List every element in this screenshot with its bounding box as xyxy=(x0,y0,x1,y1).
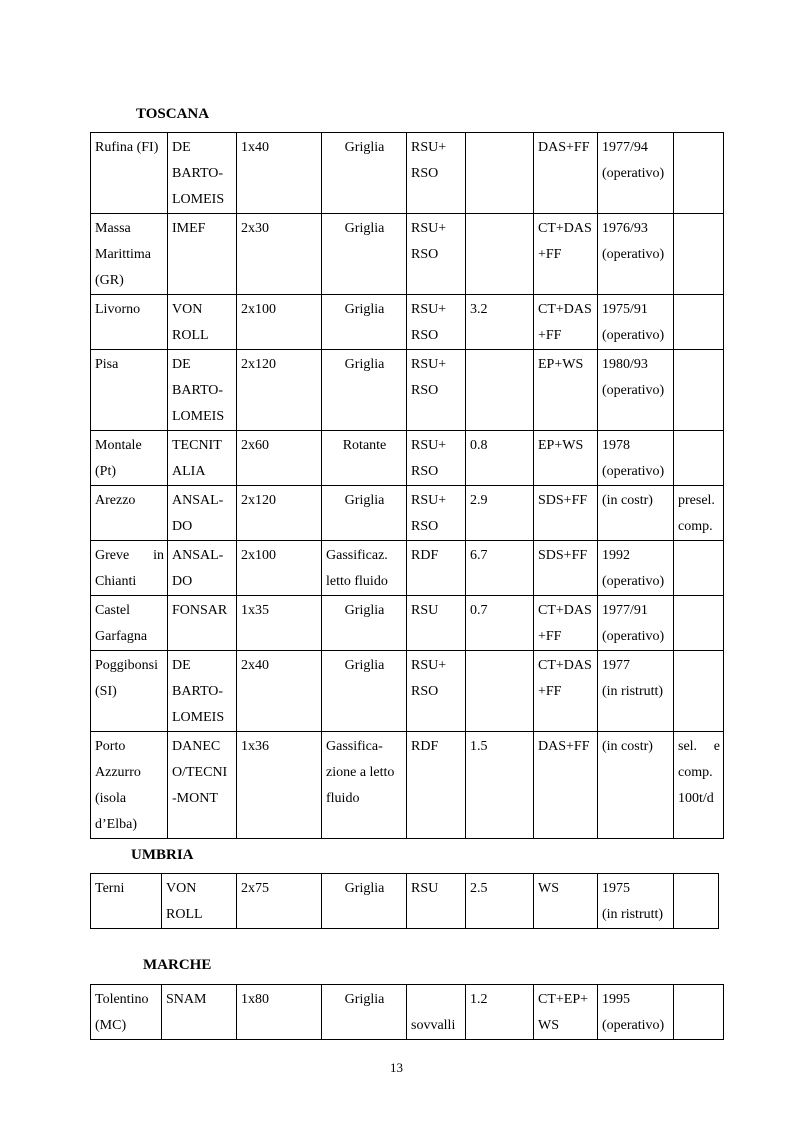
table-cell: EP+WS xyxy=(534,431,598,486)
table-cell: 1x40 xyxy=(237,133,322,214)
table-cell: Arezzo xyxy=(91,486,168,541)
table-cell: Griglia xyxy=(322,985,407,1040)
table-cell: 0.8 xyxy=(466,431,534,486)
table-row xyxy=(91,214,724,295)
table-cell: CT+DAS +FF xyxy=(534,596,598,651)
table-cell: (in costr) xyxy=(598,486,674,541)
table-cell: RSU xyxy=(407,874,466,929)
table-cell: DAS+FF xyxy=(534,133,598,214)
table-cell xyxy=(674,596,724,651)
table-cell xyxy=(674,874,719,929)
table-cell: Griglia xyxy=(322,214,407,295)
table-cell: 6.7 xyxy=(466,541,534,596)
table-row xyxy=(91,133,724,214)
table-cell: 1975 (in ristrutt) xyxy=(598,874,674,929)
section-title-toscana: TOSCANA xyxy=(136,106,210,122)
table-cell: Castel Garfagna xyxy=(91,596,168,651)
table-cell xyxy=(674,295,724,350)
table-cell: 1977/94 (operativo) xyxy=(598,133,674,214)
table-cell: RSU+ RSO xyxy=(407,133,466,214)
table-cell xyxy=(466,214,534,295)
table-row xyxy=(91,985,724,1040)
table-cell: 1978 (operativo) xyxy=(598,431,674,486)
table-cell: 1975/91 (operativo) xyxy=(598,295,674,350)
table-cell: RSU+ RSO xyxy=(407,431,466,486)
table-cell: 2x100 xyxy=(237,295,322,350)
table-cell: 2x120 xyxy=(237,350,322,431)
table-cell: FONSAR xyxy=(168,596,237,651)
table-cell xyxy=(674,133,724,214)
table-cell: 2x40 xyxy=(237,651,322,732)
table-cell: 1977/91 (operativo) xyxy=(598,596,674,651)
table-cell: WS xyxy=(534,874,598,929)
table-cell: DE BARTO- LOMEIS xyxy=(168,350,237,431)
table-cell xyxy=(466,350,534,431)
table-cell: Griglia xyxy=(322,350,407,431)
table-cell: Gassifica- zione a letto fluido xyxy=(322,732,407,839)
table-cell: RSU+ RSO xyxy=(407,486,466,541)
toscana-table xyxy=(90,132,724,839)
table-row xyxy=(91,431,724,486)
table-cell: 1x35 xyxy=(237,596,322,651)
table-cell xyxy=(674,350,724,431)
table-cell: sel. e comp. 100t/d xyxy=(674,732,724,839)
table-cell: SNAM xyxy=(162,985,237,1040)
table-cell: 1976/93 (operativo) xyxy=(598,214,674,295)
table-cell xyxy=(674,214,724,295)
table-cell: 2x60 xyxy=(237,431,322,486)
table-cell: SDS+FF xyxy=(534,486,598,541)
table-cell: RSU+ RSO xyxy=(407,651,466,732)
table-cell: 2.5 xyxy=(466,874,534,929)
table-cell: RSU+ RSO xyxy=(407,350,466,431)
table-cell: RSU xyxy=(407,596,466,651)
table-cell: 2.9 xyxy=(466,486,534,541)
section-title-umbria: UMBRIA xyxy=(131,847,194,863)
table-row xyxy=(91,596,724,651)
table-row xyxy=(91,651,724,732)
table-cell: 2x30 xyxy=(237,214,322,295)
table-row xyxy=(91,541,724,596)
table-cell: 1x80 xyxy=(237,985,322,1040)
table-cell: 0.7 xyxy=(466,596,534,651)
table-cell: 1995 (operativo) xyxy=(598,985,674,1040)
table-cell: SDS+FF xyxy=(534,541,598,596)
table-cell xyxy=(466,133,534,214)
table-cell: 2x120 xyxy=(237,486,322,541)
page-number: 13 xyxy=(390,1060,403,1075)
table-cell: Terni xyxy=(91,874,162,929)
table-cell: Livorno xyxy=(91,295,168,350)
table-cell: 2x100 xyxy=(237,541,322,596)
table-cell: (in costr) xyxy=(598,732,674,839)
table-cell: Montale (Pt) xyxy=(91,431,168,486)
section-title-marche: MARCHE xyxy=(143,957,212,973)
table-cell: Greve in Chianti xyxy=(91,541,168,596)
table-cell: 1980/93 (operativo) xyxy=(598,350,674,431)
table-cell: 3.2 xyxy=(466,295,534,350)
table-cell: sovvalli xyxy=(407,985,466,1040)
table-cell: IMEF xyxy=(168,214,237,295)
table-cell: Griglia xyxy=(322,133,407,214)
table-cell: RSU+ RSO xyxy=(407,214,466,295)
table-cell: 2x75 xyxy=(237,874,322,929)
table-cell: presel. comp. xyxy=(674,486,724,541)
table-cell: VON ROLL xyxy=(168,295,237,350)
table-cell: 1992 (operativo) xyxy=(598,541,674,596)
table-cell: RSU+ RSO xyxy=(407,295,466,350)
table-cell: 1.2 xyxy=(466,985,534,1040)
umbria-table xyxy=(90,873,719,929)
table-cell xyxy=(674,651,724,732)
table-cell: RDF xyxy=(407,541,466,596)
table-cell: CT+EP+ WS xyxy=(534,985,598,1040)
table-row xyxy=(91,295,724,350)
table-row xyxy=(91,732,724,839)
table-cell: 1x36 xyxy=(237,732,322,839)
table-cell: RDF xyxy=(407,732,466,839)
table-cell: DE BARTO- LOMEIS xyxy=(168,651,237,732)
table-cell: DE BARTO- LOMEIS xyxy=(168,133,237,214)
table-cell: Poggibonsi (SI) xyxy=(91,651,168,732)
table-cell: Tolentino (MC) xyxy=(91,985,162,1040)
table-cell: DANEC O/TECNI -MONT xyxy=(168,732,237,839)
table-cell: Griglia xyxy=(322,651,407,732)
table-row xyxy=(91,486,724,541)
table-cell xyxy=(466,651,534,732)
table-cell xyxy=(674,541,724,596)
table-cell: Pisa xyxy=(91,350,168,431)
table-cell: VON ROLL xyxy=(162,874,237,929)
table-cell: Griglia xyxy=(322,874,407,929)
table-cell xyxy=(674,431,724,486)
table-cell: CT+DAS +FF xyxy=(534,295,598,350)
table-cell: ANSAL- DO xyxy=(168,541,237,596)
table-cell: EP+WS xyxy=(534,350,598,431)
table-cell: Griglia xyxy=(322,486,407,541)
table-cell: Rotante xyxy=(322,431,407,486)
marche-table xyxy=(90,984,724,1040)
table-cell: Massa Marittima (GR) xyxy=(91,214,168,295)
table-row xyxy=(91,874,719,929)
table-cell: Griglia xyxy=(322,295,407,350)
table-cell: 1977 (in ristrutt) xyxy=(598,651,674,732)
table-cell: DAS+FF xyxy=(534,732,598,839)
table-row xyxy=(91,350,724,431)
table-cell: Griglia xyxy=(322,596,407,651)
table-cell: 1.5 xyxy=(466,732,534,839)
table-cell: Rufina (FI) xyxy=(91,133,168,214)
table-cell: TECNIT ALIA xyxy=(168,431,237,486)
table-cell: ANSAL- DO xyxy=(168,486,237,541)
table-cell xyxy=(674,985,724,1040)
table-cell: CT+DAS +FF xyxy=(534,651,598,732)
table-cell: Porto Azzurro (isola d’Elba) xyxy=(91,732,168,839)
table-cell: Gassificaz. letto fluido xyxy=(322,541,407,596)
table-cell: CT+DAS +FF xyxy=(534,214,598,295)
